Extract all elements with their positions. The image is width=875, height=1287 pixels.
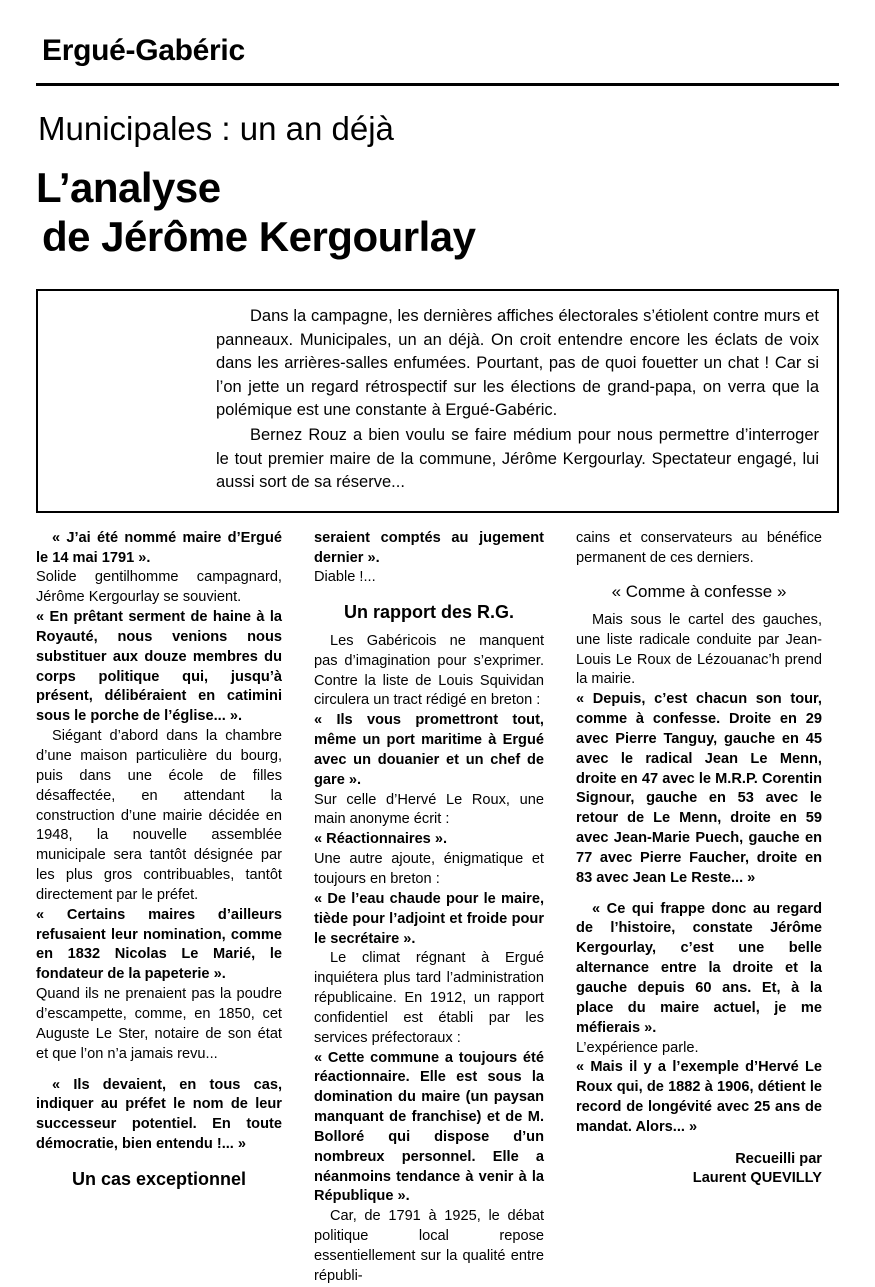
section-subheading: « Comme à confesse » — [611, 582, 787, 602]
article-paragraph: « Ce qui frappe donc au regard de l’histoire, constate Jérôme Kergourlay, c’est une belle alternance entre la droite et la gauche depuis 60 ans. Et, à la place du maire actuel, je me méfierais ». — [576, 900, 822, 1036]
article-columns — [36, 529, 839, 1287]
article-column-1 — [36, 529, 298, 1287]
standfirst-paragraph: Dans la campagne, les dernières affiches électorales s’étiolent contre murs et panneaux. Municipales, un an déjà. On croit entendre encore les éclats de voix dans les arrières-salles enfumées. Pourtant, pas de quoi fouetter un chat ! Car si l’on jette un regard rétrospectif sur les élections de grand-papa, on verra que la polémique est une constante à Ergué-Gabéric. — [216, 307, 819, 420]
masthead-title: Ergué-Gabéric — [42, 34, 245, 67]
byline-author: Laurent QUEVILLY — [692, 1169, 822, 1186]
article-paragraph: « Cette commune a toujours été réactionnaire. Elle est sous la domination du maire (un paysan manquant de franchise) et de M. Bolloré qui dispose d’un nombreux personnel. Elle a néanmoins tendance à venir à la République ». — [314, 1049, 544, 1205]
article-paragraph: Quand ils ne prenaient pas la poudre d’escampette, comme, en 1850, cet Auguste Le Ster, notaire de son état et que l’on n’a jamais revu... — [36, 986, 282, 1062]
article-paragraph: « Ils devaient, en tous cas, indiquer au préfet le nom de leur successeur potentiel. En toute démocratie, bien entendu !... » — [36, 1076, 282, 1153]
article-paragraph: Mais sous le cartel des gauches, une liste radicale conduite par Jean-Louis Le Roux de Lézouanac’h prend la mairie. — [576, 611, 822, 688]
masthead-divider — [36, 83, 839, 86]
article-paragraph: Siégant d’abord dans la chambre d’une maison particulière du bourg, puis dans une école de filles désaffectée, en attendant la construction d’une mairie décidée en 1948, la nouvelle assemblée municipale sera tantôt désignée par les plus gros contribuables, tantôt directement par le préfet. — [36, 728, 282, 903]
article-paragraph: cains et conservateurs au bénéfice permanent de ces derniers. — [576, 529, 822, 566]
article-paragraph: « En prêtant serment de haine à la Royauté, nous venions nous substituer aux douze membres du corps politique qui, jusqu’à présent, délibéraient en catimini sous le porche de l’église... ». — [36, 609, 282, 725]
article-column-3 — [560, 529, 822, 1287]
article-paragraph: Solide gentilhomme campagnard, Jérôme Kergourlay se souvient. — [36, 569, 282, 606]
article-paragraph: Sur celle d’Hervé Le Roux, une main anonyme écrit : — [314, 791, 544, 828]
article-paragraph: L’expérience parle. — [576, 1039, 699, 1056]
article-paragraph: « J’ai été nommé maire d’Ergué le 14 mai 1791 ». — [36, 529, 282, 566]
article-paragraph: Les Gabéricois ne manquent pas d’imagination pour s’exprimer. Contre la liste de Louis Squividan circulera un tract rédigé en breton : — [314, 632, 544, 709]
byline — [576, 1150, 822, 1188]
section-subheading: Un cas exceptionnel — [71, 1168, 247, 1189]
article-paragraph: Le climat régnant à Ergué inquiétera plus tard l’administration républicaine. En 1912, un rapport confidentiel est établi par les services préfectoraux : — [314, 950, 544, 1046]
standfirst-box — [36, 289, 839, 512]
article-paragraph: « De l’eau chaude pour le maire, tiède pour l’adjoint et froide pour le secrétaire ». — [314, 890, 544, 947]
kicker-headline: Municipales : un an déjà — [38, 110, 394, 147]
article-paragraph: seraient comptés au jugement dernier ». — [314, 529, 544, 566]
byline-prefix: Recueilli par — [735, 1150, 822, 1167]
article-paragraph: « Depuis, c’est chacun son tour, comme à confesse. Droite en 29 avec Pierre Tanguy, gauche en 45 avec le radical Jean Le Menn, droite en 47 avec le M.R.P. Corentin Signour, gauche en 53 avec le retour de Le Menn, droite en 59 avec Jean-Marie Puech, gauche en 77 avec Pierre Faucher, droite en 83 avec Jean Le Reste... » — [576, 691, 822, 886]
article-paragraph: « Mais il y a l’exemple d’Hervé Le Roux qui, de 1882 à 1906, détient le record de longévité avec 25 ans de mandat. Alors... » — [576, 1059, 822, 1135]
main-headline-line1: L’analyse — [36, 163, 221, 211]
section-subheading: Un rapport des R.G. — [343, 602, 514, 623]
article-paragraph: « Certains maires d’ailleurs refusaient leur nomination, comme en 1832 Nicolas Le Marié, le fondateur de la papeterie ». — [36, 906, 282, 983]
article-paragraph: « Ils vous promettront tout, même un port maritime à Ergué avec un douanier et un chef de gare ». — [314, 712, 544, 788]
main-headline-line2: de Jérôme Kergourlay — [42, 213, 476, 260]
article-paragraph: Une autre ajoute, énigmatique et toujours en breton : — [314, 851, 544, 887]
standfirst-paragraph: Bernez Rouz a bien voulu se faire médium pour nous permettre d’interroger le tout premier maire de la commune, Jérôme Kergourlay. Spectateur engagé, lui aussi sort de sa réserve... — [216, 426, 819, 492]
article-column-2 — [298, 529, 560, 1287]
article-paragraph: Diable !... — [314, 569, 376, 586]
article-paragraph: Car, de 1791 à 1925, le débat politique local repose essentiellement sur la qualité entre républi- — [314, 1208, 544, 1284]
article-paragraph: « Réactionnaires ». — [314, 831, 448, 848]
